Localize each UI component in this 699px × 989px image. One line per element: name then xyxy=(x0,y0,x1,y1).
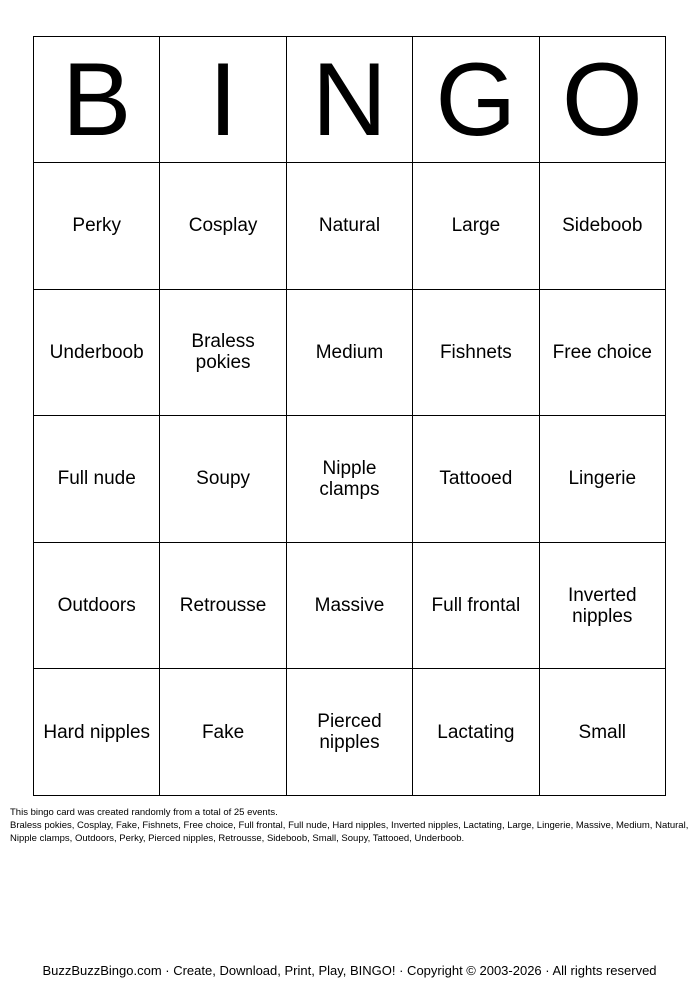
bingo-cell xyxy=(539,289,665,416)
bingo-cell xyxy=(413,669,539,796)
bingo-cell xyxy=(160,416,286,543)
bingo-cell-label: Fake xyxy=(201,721,245,743)
bingo-cell xyxy=(539,416,665,543)
bingo-cell-label: Small xyxy=(578,721,627,743)
bingo-cell-label: Braless pokies xyxy=(191,331,255,374)
bingo-cell-label: Natural xyxy=(318,215,381,237)
bingo-cell xyxy=(286,163,412,290)
bingo-cell xyxy=(160,542,286,669)
header-letter-n: N xyxy=(286,37,412,163)
bingo-row xyxy=(34,669,666,796)
bingo-cell xyxy=(34,163,160,290)
bingo-cell-label: Cosplay xyxy=(188,215,258,237)
info-summary: This bingo card was created randomly from a total of 25 events. xyxy=(10,807,278,818)
bingo-cell xyxy=(286,669,412,796)
bingo-cell-label: Soupy xyxy=(196,468,251,490)
header-letter-g: G xyxy=(413,37,539,163)
bingo-cell-label: Lactating xyxy=(437,721,515,743)
footer: BuzzBuzzBingo.com · Create, Download, Print, Play, BINGO! · Copyright © 2003-2026 · All rights reserved xyxy=(42,963,657,978)
bingo-cell xyxy=(539,669,665,796)
bingo-cell xyxy=(286,542,412,669)
bingo-cell-label: Medium xyxy=(315,341,384,363)
bingo-cell-label: Inverted nipples xyxy=(567,584,637,627)
bingo-cell xyxy=(160,289,286,416)
bingo-cell xyxy=(413,163,539,290)
bingo-cell-label: Nipple clamps xyxy=(319,457,380,500)
bingo-cell-label: Full frontal xyxy=(431,595,521,617)
bingo-cell xyxy=(286,416,412,543)
bingo-row xyxy=(34,163,666,290)
header-letter-i: I xyxy=(160,37,286,163)
bingo-cell xyxy=(539,542,665,669)
bingo-cell-label: Outdoors xyxy=(57,595,136,617)
header-letter-b: B xyxy=(34,37,160,163)
card-info xyxy=(10,806,690,845)
bingo-cell-label: Underboob xyxy=(49,341,144,363)
bingo-cell xyxy=(286,289,412,416)
bingo-cell xyxy=(539,163,665,290)
bingo-cell-label: Lingerie xyxy=(568,468,637,490)
bingo-cell xyxy=(413,416,539,543)
bingo-cell-label: Tattooed xyxy=(439,468,513,490)
bingo-cell-label: Sideboob xyxy=(562,215,643,237)
bingo-card xyxy=(33,36,666,796)
bingo-cell xyxy=(160,163,286,290)
bingo-cell xyxy=(34,416,160,543)
bingo-cell-label: Full nude xyxy=(57,468,136,490)
bingo-cell-label: Retrousse xyxy=(179,595,267,617)
bingo-cell-label: Large xyxy=(451,215,501,237)
header-letter-o: O xyxy=(539,37,665,163)
bingo-cell xyxy=(413,289,539,416)
bingo-row xyxy=(34,542,666,669)
bingo-cell-label: Hard nipples xyxy=(43,721,151,743)
bingo-row xyxy=(34,416,666,543)
bingo-cell-label: Free choice xyxy=(552,341,652,363)
bingo-cell-label: Pierced nipples xyxy=(317,711,382,754)
bingo-cell xyxy=(413,542,539,669)
bingo-cell xyxy=(34,542,160,669)
bingo-cell-label: Fishnets xyxy=(439,341,512,363)
info-event-list: Braless pokies, Cosplay, Fake, Fishnets, Free choice, Full frontal, Full nude, Hard nipples, Inverted nipples, Lactating, Large, Lingerie, Massive, Medium, Natural, Nipple clamps, Outdoors, Perky, Pierced nipples, Retrousse, Sideboob, Small, Soupy, Tattooed, Underboob. xyxy=(10,820,689,844)
bingo-cell-label: Massive xyxy=(314,595,385,617)
bingo-header-row xyxy=(34,37,666,163)
bingo-cell xyxy=(34,289,160,416)
bingo-cell xyxy=(160,669,286,796)
bingo-cell xyxy=(34,669,160,796)
bingo-row xyxy=(34,289,666,416)
bingo-cell-label: Perky xyxy=(72,215,121,237)
